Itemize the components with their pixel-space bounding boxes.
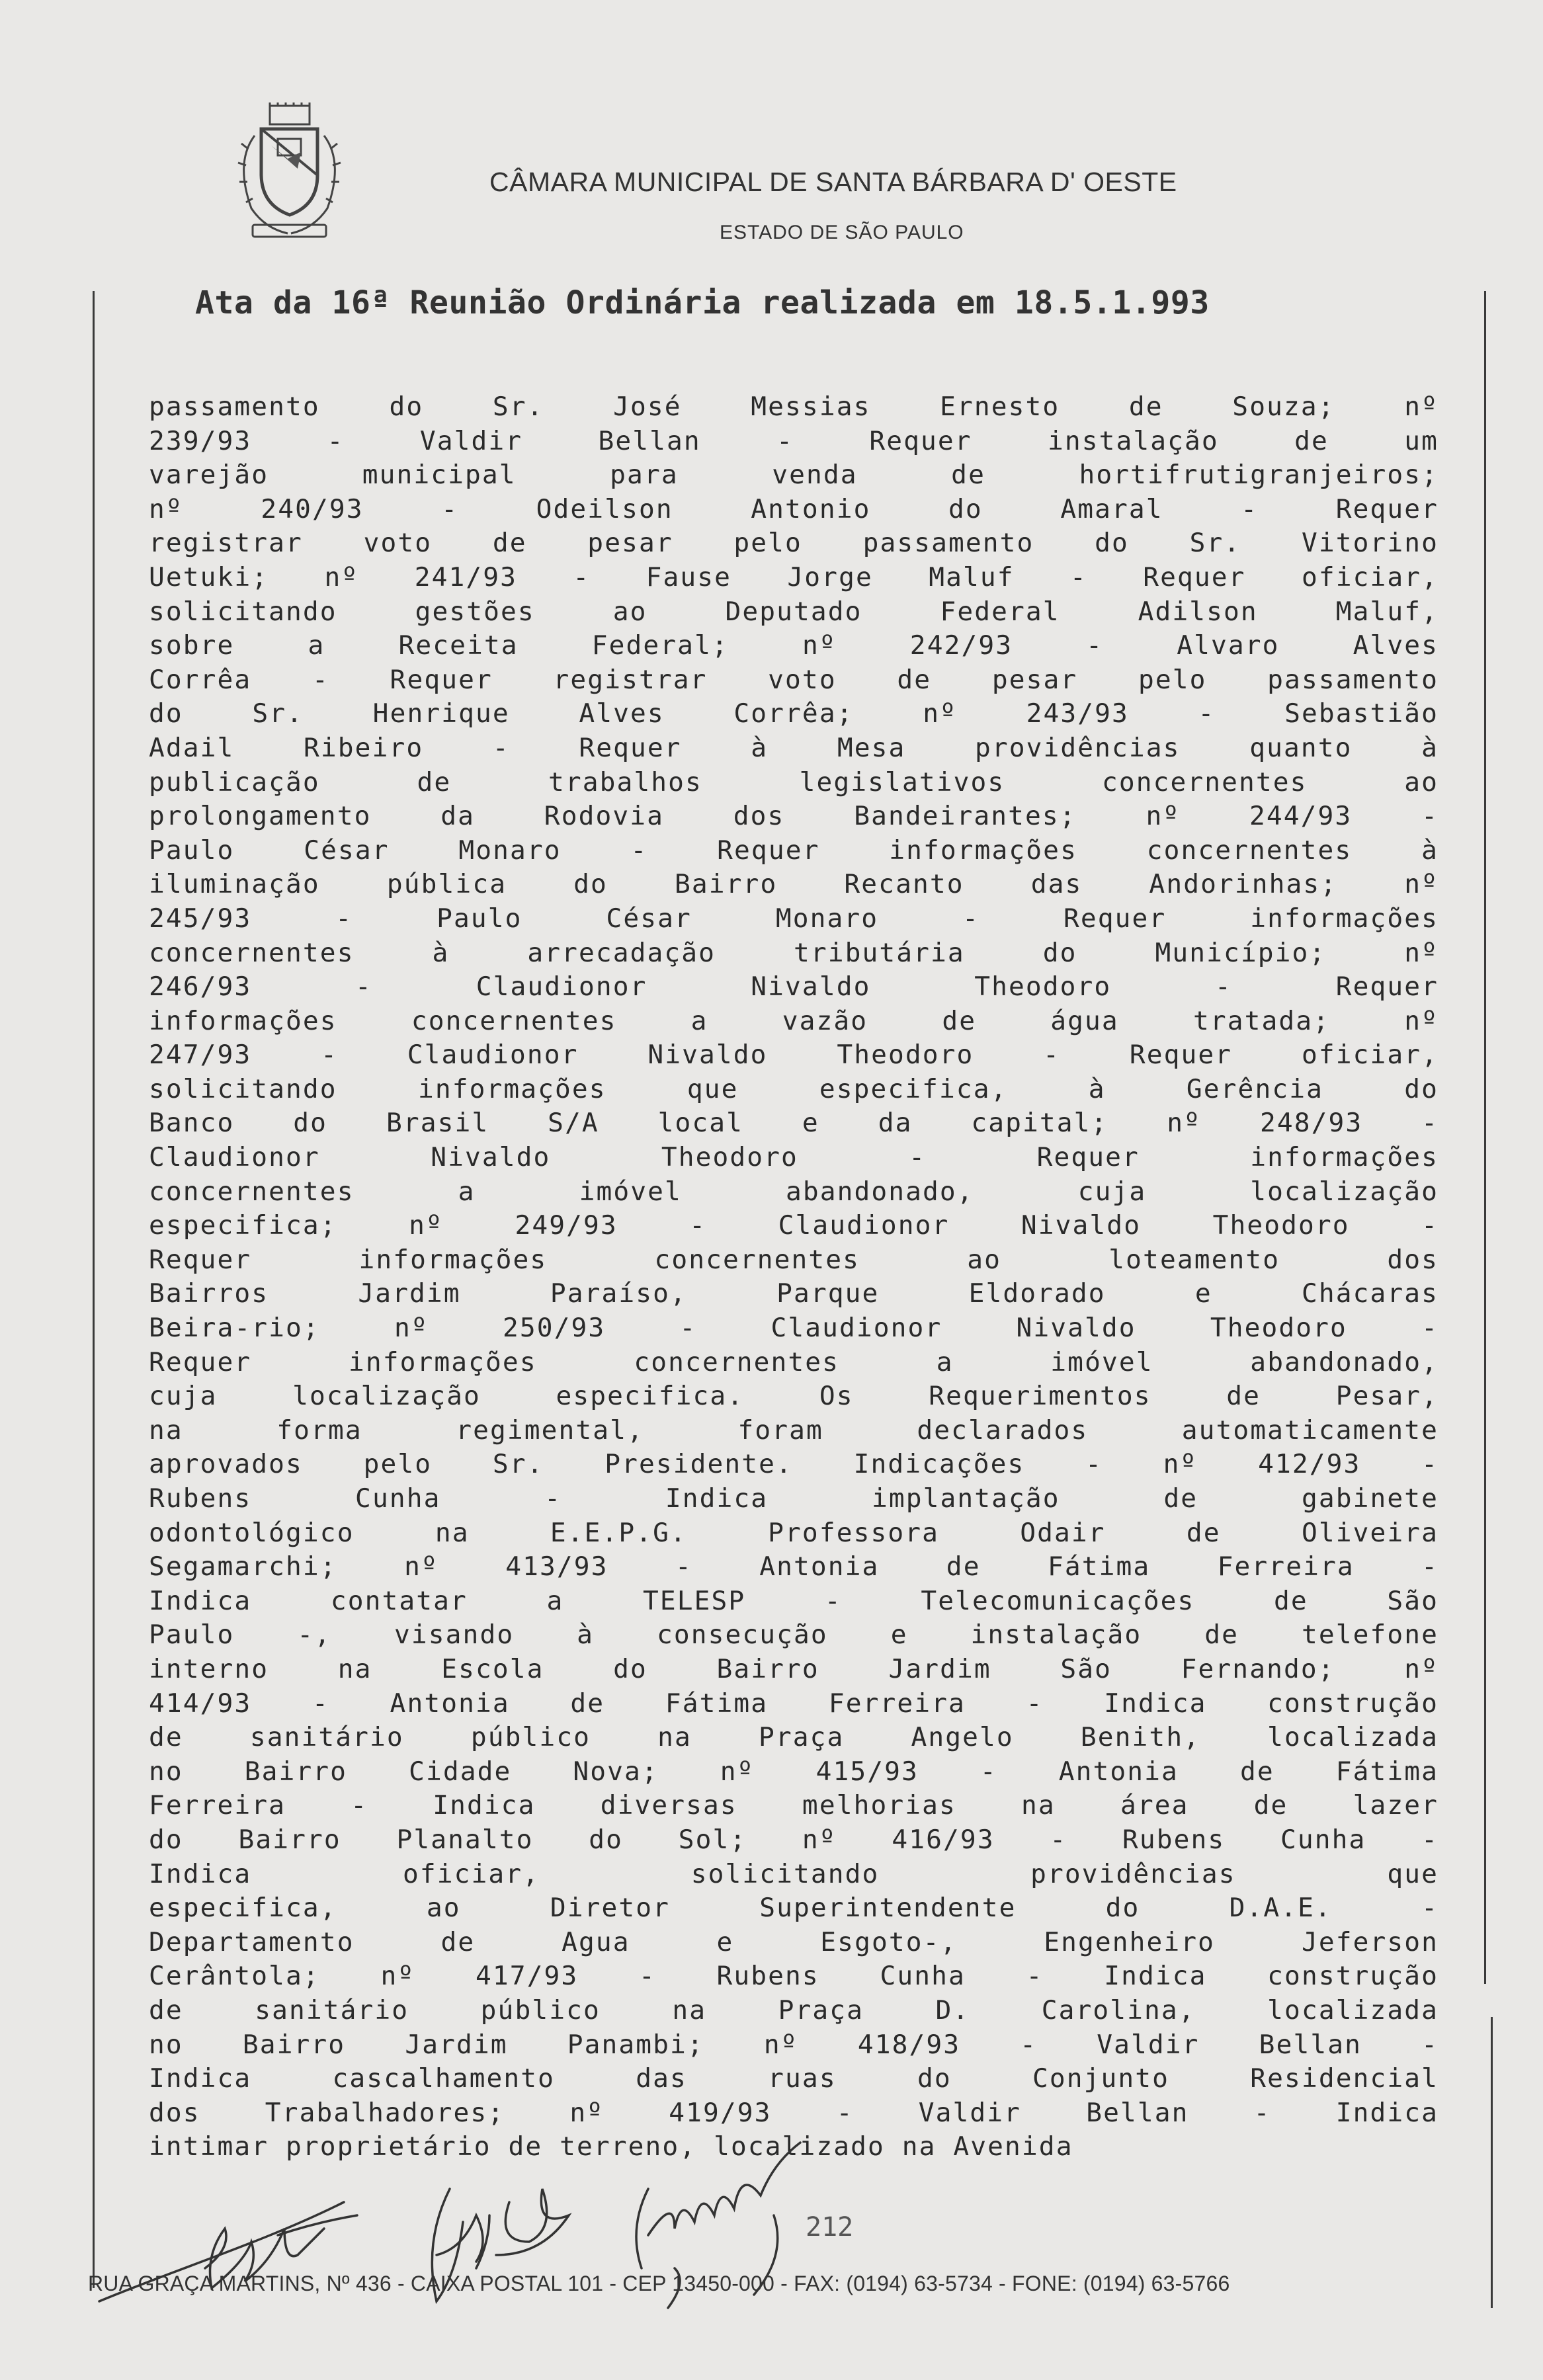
document-title: Ata da 16ª Reunião Ordinária realizada em 18.5.1.993	[195, 284, 1210, 321]
organization-subtitle: ESTADO DE SÃO PAULO	[720, 222, 964, 243]
body-line: Requer informações concernentes a imóvel abandonado,	[149, 1346, 1439, 1377]
body-line: iluminação pública do Bairro Recanto das Andorinhas; nº	[149, 869, 1439, 900]
body-line: nº 240/93 - Odeilson Antonio do Amaral - Requer	[149, 493, 1439, 524]
minutes-body	[149, 390, 1439, 2164]
body-line: odontológico na E.E.P.G. Professora Odair de Oliveira	[149, 1517, 1439, 1548]
body-line: 414/93 - Antonia de Fátima Ferreira - Indica construção	[149, 1688, 1439, 1719]
footer-address: RUA GRAÇA MARTINS, Nº 436 - CAIXA POSTAL 101 - CEP 13450-000 - FAX: (0194) 63-5734 - FONE: (0194) 63-5766	[88, 2272, 1230, 2295]
body-line: solicitando gestões ao Deputado Federal Adilson Maluf,	[149, 596, 1439, 627]
body-line: Rubens Cunha - Indica implantação de gabinete	[149, 1483, 1439, 1514]
body-line: cuja localização especifica. Os Requerimentos de Pesar,	[149, 1381, 1439, 1412]
body-line: Indica oficiar, solicitando providências que	[149, 1858, 1439, 1889]
body-line: registrar voto de pesar pelo passamento do Sr. Vitorino	[149, 528, 1439, 559]
body-line: Indica cascalhamento das ruas do Conjunto Residencial	[149, 2063, 1439, 2094]
body-line: prolongamento da Rodovia dos Bandeirantes; nº 244/93 -	[149, 801, 1439, 832]
body-line: Paulo César Monaro - Requer informações concernentes à	[149, 835, 1439, 866]
body-line: Departamento de Agua e Esgoto-, Engenheiro Jeferson	[149, 1926, 1439, 1957]
body-line: especifica, ao Diretor Superintendente do D.A.E. -	[149, 1893, 1439, 1924]
body-line: 247/93 - Claudionor Nivaldo Theodoro - Requer oficiar,	[149, 1040, 1439, 1071]
body-line: Uetuki; nº 241/93 - Fause Jorge Maluf - Requer oficiar,	[149, 561, 1439, 593]
body-line: interno na Escola do Bairro Jardim São Fernando; nº	[149, 1653, 1439, 1684]
body-line: publicação de trabalhos legislativos concernentes ao	[149, 766, 1439, 798]
body-line: concernentes a imóvel abandonado, cuja localização	[149, 1176, 1439, 1207]
right-margin-rule	[1484, 291, 1486, 1984]
body-line: Adail Ribeiro - Requer à Mesa providências quanto à	[149, 732, 1439, 763]
body-line: Claudionor Nivaldo Theodoro - Requer informações	[149, 1142, 1439, 1173]
body-line: aprovados pelo Sr. Presidente. Indicações - nº 412/93 -	[149, 1449, 1439, 1480]
body-line: passamento do Sr. José Messias Ernesto de Souza; nº	[149, 391, 1439, 422]
body-line: no Bairro Cidade Nova; nº 415/93 - Antonia de Fátima	[149, 1756, 1439, 1787]
body-line: do Sr. Henrique Alves Corrêa; nº 243/93 - Sebastião	[149, 698, 1439, 729]
body-line: Ferreira - Indica diversas melhorias na área de lazer	[149, 1790, 1439, 1821]
body-line: do Bairro Planalto do Sol; nº 416/93 - Rubens Cunha -	[149, 1824, 1439, 1855]
body-line: dos Trabalhadores; nº 419/93 - Valdir Bellan - Indica	[149, 2097, 1439, 2128]
body-line: Indica contatar a TELESP - Telecomunicações de São	[149, 1585, 1439, 1616]
body-line: solicitando informações que especifica, à Gerência do	[149, 1073, 1439, 1104]
body-line: concernentes à arrecadação tributária do Município; nº	[149, 937, 1439, 968]
body-line: informações concernentes a vazão de água tratada; nº	[149, 1005, 1439, 1036]
body-line: no Bairro Jardim Panambi; nº 418/93 - Valdir Bellan -	[149, 2029, 1439, 2060]
municipal-crest-icon	[231, 103, 347, 241]
body-line: sobre a Receita Federal; nº 242/93 - Alvaro Alves	[149, 630, 1439, 661]
body-line: 245/93 - Paulo César Monaro - Requer informações	[149, 903, 1439, 934]
body-line: intimar proprietário de terreno, localizado na Avenida	[149, 2131, 1073, 2162]
body-line: de sanitário público na Praça D. Carolina, localizada	[149, 1994, 1439, 2026]
body-line: 239/93 - Valdir Bellan - Requer instalação de um	[149, 425, 1439, 456]
body-line: Beira-rio; nº 250/93 - Claudionor Nivaldo Theodoro -	[149, 1313, 1439, 1344]
body-line: Corrêa - Requer registrar voto de pesar pelo passamento	[149, 664, 1439, 695]
body-line: 246/93 - Claudionor Nivaldo Theodoro - Requer	[149, 971, 1439, 1003]
body-line: Cerântola; nº 417/93 - Rubens Cunha - Indica construção	[149, 1961, 1439, 1992]
page-number: 212	[806, 2212, 854, 2242]
left-margin-rule	[93, 291, 95, 2288]
organization-name: CÂMARA MUNICIPAL DE SANTA BÁRBARA D' OESTE	[489, 167, 1177, 197]
body-line: Banco do Brasil S/A local e da capital; nº 248/93 -	[149, 1108, 1439, 1139]
body-line: Bairros Jardim Paraíso, Parque Eldorado e Chácaras	[149, 1278, 1439, 1309]
right-margin-rule-lower	[1491, 2017, 1493, 2308]
body-line: na forma regimental, foram declarados automaticamente	[149, 1415, 1439, 1446]
body-line: Requer informações concernentes ao loteamento dos	[149, 1244, 1439, 1275]
body-line: varejão municipal para venda de hortifrutigranjeiros;	[149, 460, 1439, 491]
body-line: de sanitário público na Praça Angelo Benith, localizada	[149, 1722, 1439, 1753]
body-line: especifica; nº 249/93 - Claudionor Nivaldo Theodoro -	[149, 1210, 1439, 1241]
body-line: Segamarchi; nº 413/93 - Antonia de Fátima Ferreira -	[149, 1551, 1439, 1582]
body-line: Paulo -, visando à consecução e instalação de telefone	[149, 1620, 1439, 1651]
